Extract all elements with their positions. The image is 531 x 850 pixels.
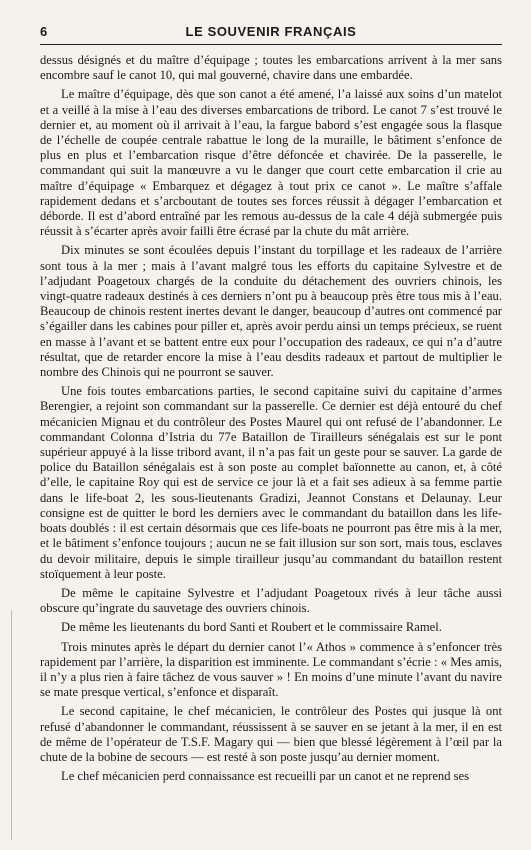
paragraph: dessus désignés et du maître d’équipage ; toutes les embarcations arrivent à la mer sans encombre sauf le canot 10, qui mal gouverné, chavire dans une embardée. <box>40 53 502 83</box>
paragraph: De même le capitaine Sylvestre et l’adjudant Poagetoux rivés à leur tâche aussi obscure qu’ingrate du sauvetage des ouvriers chinois. <box>40 585 502 616</box>
paragraph: Dix minutes se sont écoulées depuis l’instant du torpillage et les radeaux de l’arrière sont tous à la mer ; mais à l’avant malgré tous les efforts du capitaine Sylvestre et de l’adjudant Poagetoux chargés de la conduite du détachement des ouvriers chinois, les vingt-quatre radeaux destinés à ces derniers n’ont pu à beaucoup près être tous mis à l’eau. Beaucoup de chinois restent inertes devant le danger, beaucoup d’autres ont commencé par s’égailler dans les cabines pour piller et, après avoir perdu ainsi un temps précieux, se ruent en masse à l’avant et se battent entre eux pour l’occupation des radeaux, ce qui n’a d’autre résultat, que de retarder encore la mise à l’eau desdits radeaux et partout de multiplier le nombre des Chinois qui ne pourront se sauver. <box>40 243 502 380</box>
page-edge-mark <box>11 610 12 840</box>
paragraph: De même les lieutenants du bord Santi et Roubert et le commissaire Ramel. <box>61 620 442 635</box>
paragraph: Le second capitaine, le chef mécanicien, le contrôleur des Postes qui jusque là ont refusé d’abandonner le commandant, réussissent à se sauver en se jetant à la mer, il en est de même de l’opérateur de T.S.F. Magary qui — bien que blessé légèrement à l’œil par la chute de la bobine de secours — est resté à son poste jusqu’au dernier moment. <box>40 704 502 764</box>
page-header <box>40 24 502 45</box>
paragraph: Une fois toutes embarcations parties, le second capitaine suivi du capitaine d’armes Berengier, a rejoint son commandant sur la passerelle. Ce dernier est déjà entouré du chef mécanicien Mignau et du contrôleur des Postes Maurel qui ont refusé de l’abandonner. Le commandant Colonna d’Istria du 77e Bataillon de Tirailleurs sénégalais est sur le pont supérieur appuyé à la lisse tribord avant, il n’a pas fait un geste pour se sauver. La garde de police du Bataillon sénégalais est à son poste au complet baïonnette au canon, et, à côté d’elle, le capitaine Roy qui est de service ce jour là et a fait ses adieux à sa femme partie dans le life-boat 2, les sous-lieutenants Gradizi, Jeannot Constans et Delaunay. Leur consigne est de quitter le bord les derniers avec le commandant du bataillon dans les life-boats doublés : il est certain désormais que ces life-boats ne pourront pas être mis à la mer, et le bâtiment s’enfonce toujours ; aucun ne se fait illusion sur son sort, mais tous, esclaves du devoir militaire, depuis le simple tirailleur jusqu’au commandant du bataillon restent stoïquement à leur poste. <box>40 384 502 581</box>
page-number: 6 <box>40 24 48 39</box>
paragraph: Le chef mécanicien perd connaissance est recueilli par un canot et ne reprend ses <box>61 769 470 784</box>
paragraph: Trois minutes après le départ du dernier canot l’« Athos » commence à s’enfoncer très rapidement par l’arrière, la disparition est imminente. Le commandant s’écrie : « Mes amis, il n’y a plus rien à faire tâchez de vous sauver » ! En moins d’une minute l’avant du navire se mate presque vertical, s’enfonce et disparaît. <box>40 639 502 700</box>
paragraph: Le maître d’équipage, dès que son canot a été amené, l’a laissé aux soins d’un matelot et a veillé à la mise à l’eau des diverses embarcations de tribord. Le canot 7 s’est trouvé le dernier et, au moment où il arrivait à l’eau, la fargue babord s’est engagée sous la flasque de l’échelle de coupée centrale rabattue le long de la muraille, le bâtiment s’enfonce de plus en plus et l’embarcation risque d’être défoncée et chavirée. De la passerelle, le commandant qui suit la manœuvre a vu le danger que court cette embarcation il crie au maître d’équipage « Embarquez et dégagez à tout prix ce canot ». Le maître s’affale rapidement dedans et s’arcboutant de toutes ses forces réussit à dégager l’embarcation et déborde. Il est d’abord entraîné par les remous au-dessus de la cale 4 déjà submergée puis réussit à s’écarter après avoir failli être écrasé par la chute du mât arrière. <box>40 87 502 239</box>
body-text <box>40 53 502 788</box>
running-title: LE SOUVENIR FRANÇAIS <box>185 24 357 39</box>
